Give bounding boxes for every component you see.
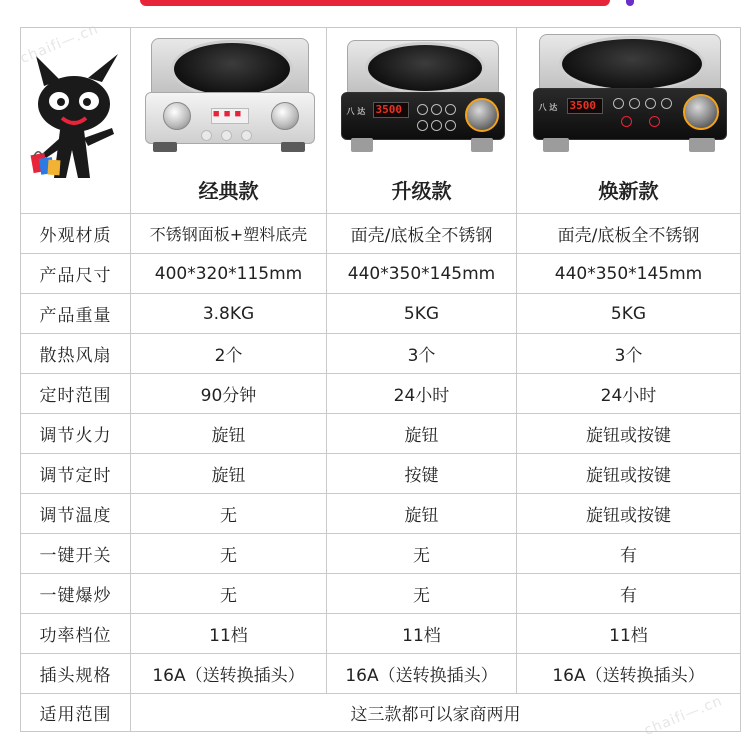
table-cell: 3个 — [327, 334, 517, 374]
induction-stove-classic-icon: ■ ■ ■ — [139, 34, 319, 159]
banner-red-stripe — [140, 0, 610, 6]
model-title-upgraded: 升级款 — [327, 165, 517, 214]
table-cell: 有 — [517, 574, 741, 614]
table-row — [21, 454, 741, 494]
row-label: 调节定时 — [21, 454, 131, 494]
row-label: 产品重量 — [21, 294, 131, 334]
table-cell: 不锈钢面板+塑料底壳 — [131, 214, 327, 254]
table-cell: 440*350*145mm — [517, 254, 741, 294]
table-cell: 旋钮或按键 — [517, 494, 741, 534]
table-cell: 无 — [327, 534, 517, 574]
row-label: 调节火力 — [21, 414, 131, 454]
induction-stove-upgraded-icon: 八 达 3500 — [337, 34, 507, 159]
table-cell: 11档 — [517, 614, 741, 654]
table-cell: 无 — [131, 534, 327, 574]
table-cell: 旋钮 — [327, 494, 517, 534]
usage-scope-text: 这三款都可以家商两用 — [350, 705, 521, 725]
tmall-cat-mascot-icon — [26, 46, 126, 196]
table-cell: 16A（送转换插头） — [327, 654, 517, 694]
table-row — [21, 654, 741, 694]
table-cell: 3.8KG — [131, 294, 327, 334]
table-cell: 无 — [327, 574, 517, 614]
banner-purple-accent — [626, 0, 634, 6]
row-label: 一键开关 — [21, 534, 131, 574]
table-cell: 有 — [517, 534, 741, 574]
model-title-classic: 经典款 — [131, 165, 327, 214]
model-image-cell-new — [517, 28, 741, 166]
table-cell: 旋钮或按键 — [517, 414, 741, 454]
row-label: 定时范围 — [21, 374, 131, 414]
row-label: 产品尺寸 — [21, 254, 131, 294]
table-cell: 按键 — [327, 454, 517, 494]
row-label: 功率档位 — [21, 614, 131, 654]
table-cell: 3个 — [517, 334, 741, 374]
row-label: 插头规格 — [21, 654, 131, 694]
table-cell: 16A（送转换插头） — [131, 654, 327, 694]
comparison-table — [20, 27, 741, 732]
table-cell: 2个 — [131, 334, 327, 374]
table-cell: 400*320*115mm — [131, 254, 327, 294]
model-title-new: 焕新款 — [517, 165, 741, 214]
table-cell: 旋钮 — [131, 454, 327, 494]
induction-stove-new-icon: 八 达 3500 — [529, 32, 729, 162]
model-image-cell-classic — [131, 28, 327, 166]
row-label: 一键爆炒 — [21, 574, 131, 614]
new-display-readout: 3500 — [569, 98, 596, 112]
table-row — [21, 294, 741, 334]
row-label: 适用范围 — [21, 694, 131, 732]
table-cell: 90分钟 — [131, 374, 327, 414]
table-row — [21, 374, 741, 414]
watermark-bottom-right: chaifi—.cn — [642, 693, 725, 739]
image-row — [21, 28, 741, 166]
table-row — [21, 534, 741, 574]
row-label: 散热风扇 — [21, 334, 131, 374]
table-cell: 16A（送转换插头） — [517, 654, 741, 694]
table-cell: 旋钮 — [131, 414, 327, 454]
model-image-cell-upgraded — [327, 28, 517, 166]
table-row — [21, 614, 741, 654]
table-cell: 24小时 — [517, 374, 741, 414]
table-cell: 面壳/底板全不锈钢 — [327, 214, 517, 254]
table-cell: 440*350*145mm — [327, 254, 517, 294]
row-label: 调节温度 — [21, 494, 131, 534]
table-cell: 面壳/底板全不锈钢 — [517, 214, 741, 254]
table-row — [21, 574, 741, 614]
table-cell: 11档 — [131, 614, 327, 654]
table-row — [21, 494, 741, 534]
top-banner — [0, 0, 750, 20]
row-label: 外观材质 — [21, 214, 131, 254]
table-row — [21, 254, 741, 294]
table-cell: 无 — [131, 574, 327, 614]
table-cell: 旋钮 — [327, 414, 517, 454]
table-row — [21, 214, 741, 254]
table-row — [21, 334, 741, 374]
watermark-top-left: chaifi—.cn — [18, 21, 101, 67]
table-cell: 旋钮或按键 — [517, 454, 741, 494]
table-row — [21, 414, 741, 454]
upgraded-display-readout: 3500 — [375, 103, 402, 116]
table-cell: 24小时 — [327, 374, 517, 414]
table-row — [21, 694, 741, 732]
table-cell: 无 — [131, 494, 327, 534]
table-cell: 5KG — [327, 294, 517, 334]
table-cell: 11档 — [327, 614, 517, 654]
table-cell: 5KG — [517, 294, 741, 334]
